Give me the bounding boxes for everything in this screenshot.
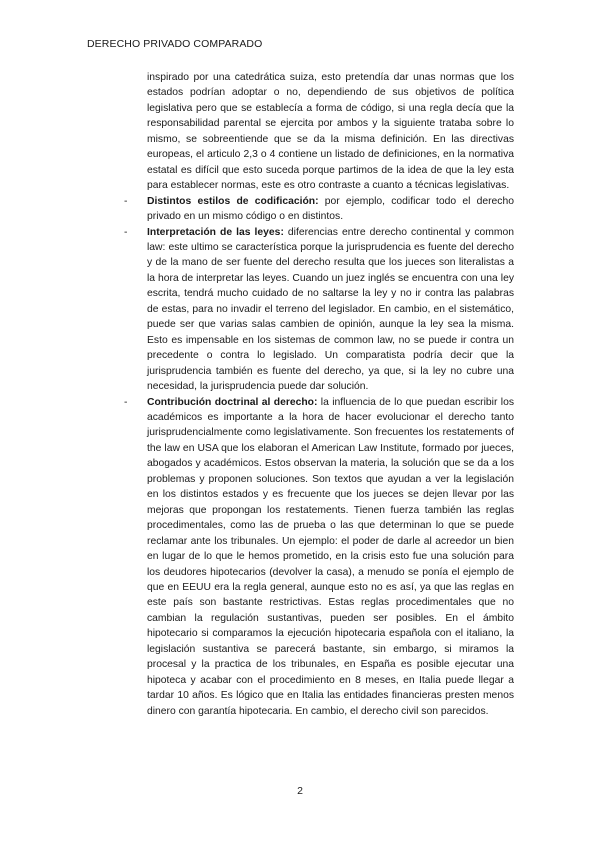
item-term: Distintos estilos de codificación: [147,195,319,207]
bullet-dash: - [124,195,128,207]
running-header: DERECHO PRIVADO COMPARADO [87,38,263,50]
item-text: diferencias entre derecho continental y common law: este ultimo se característica porque la jurisprudencia es fuente del derecho y de la mano de ser fuente del derecho resulta que los jueces son literalistas a la hora de interpretar las leyes. Cuando un juez inglés se encuentra con una ley escrita, tendrá mucho cuidado de no saltarse la ley y no ir contra las palabras de estas, para no invadir el terreno del legislador. En cambio, en el sistemático, puede ser que varias salas cambien de opinión, aunque la ley sea la misma. Esto es impensable en los sistemas de common law, no se puede ir contra un precedente o contra lo legislado. Un comparatista podría decir que la jurisprudencia también es fuente del derecho, ya que, si la ley no cubre una necesidad, la jurisprudencia puede dar solución. [147,226,514,393]
list-item [124,225,514,395]
item-term: Contribución doctrinal al derecho: [147,396,318,408]
page-body [124,70,514,719]
list-item [124,395,514,720]
list-item [124,194,514,225]
item-text: por ejemplo, codificar todo el derecho privado en un mismo código o en distintos. [147,195,514,223]
page-number: 2 [297,785,303,797]
intro-paragraph: inspirado por una catedrática suiza, esto pretendía dar unas normas que los estados podrían adoptar o no, dependiendo de sus objetivos de política legislativa pero que se establecía a forma de código, si una regla decía que la responsabilidad parental se ejercita por ambos y la siguiente trataba sobre lo mismo, se sobreentiende que se da la misma definición. En las directivas europeas, el articulo 2,3 o 4 contiene un listado de definiciones, en la normativa estatal es difícil que esto suceda porque partimos de la idea de que la ley esta para establecer normas, este es otro contraste a cuanto a técnicas legislativas. [147,72,514,192]
bullet-dash: - [124,396,128,408]
item-term: Interpretación de las leyes: [147,226,284,238]
bullet-dash: - [124,226,128,238]
item-text: la influencia de lo que puedan escribir los académicos es importante a la hora de hacer evolucionar el derecho tanto jurisprudencialmente como legislativamente. Son frecuentes los restatements of the law en USA que los elaboran el American Law Institute, formado por jueces, abogados y académicos. Estos observan la materia, la solución que se da a los problemas y proponen soluciones. Son textos que ayudan a ver la legislación en los distintos estados y es frecuente que los jueces se dejen llevar por las mejoras que propongan los restatements. Tienen fuerza también las reglas procedimentales, como las de prueba o las que determinan lo que se puede reclamar ante los tribunales. Un ejemplo: el poder de darle al acreedor un bien en lugar de lo que le hemos prometido, en la crisis esto fue una solución para los deudores hipotecarios (devolver la casa), a menudo se ponía el ejemplo de que en EEUU era la regla general, aunque esto no es así, ya que las reglas en este país son bastante restrictivas. Estas reglas procedimentales que no cambian la regulación sustantivas, pueden ser posibles. En el ámbito hipotecario si comparamos la ejecución hipotecaria española con el italiano, la legislación sustantiva se parecerá bastante, sin embargo, si miramos la procesal y la practica de los tribunales, en España es posible ejecutar una hipoteca y acabar con el procedimiento en 8 meses, en Italia puede llegar a tardar 10 años. Es lógico que en Italia las entidades financieras presten menos dinero con garantía hipotecaria. En cambio, el derecho civil son parecidos. [147,396,514,717]
